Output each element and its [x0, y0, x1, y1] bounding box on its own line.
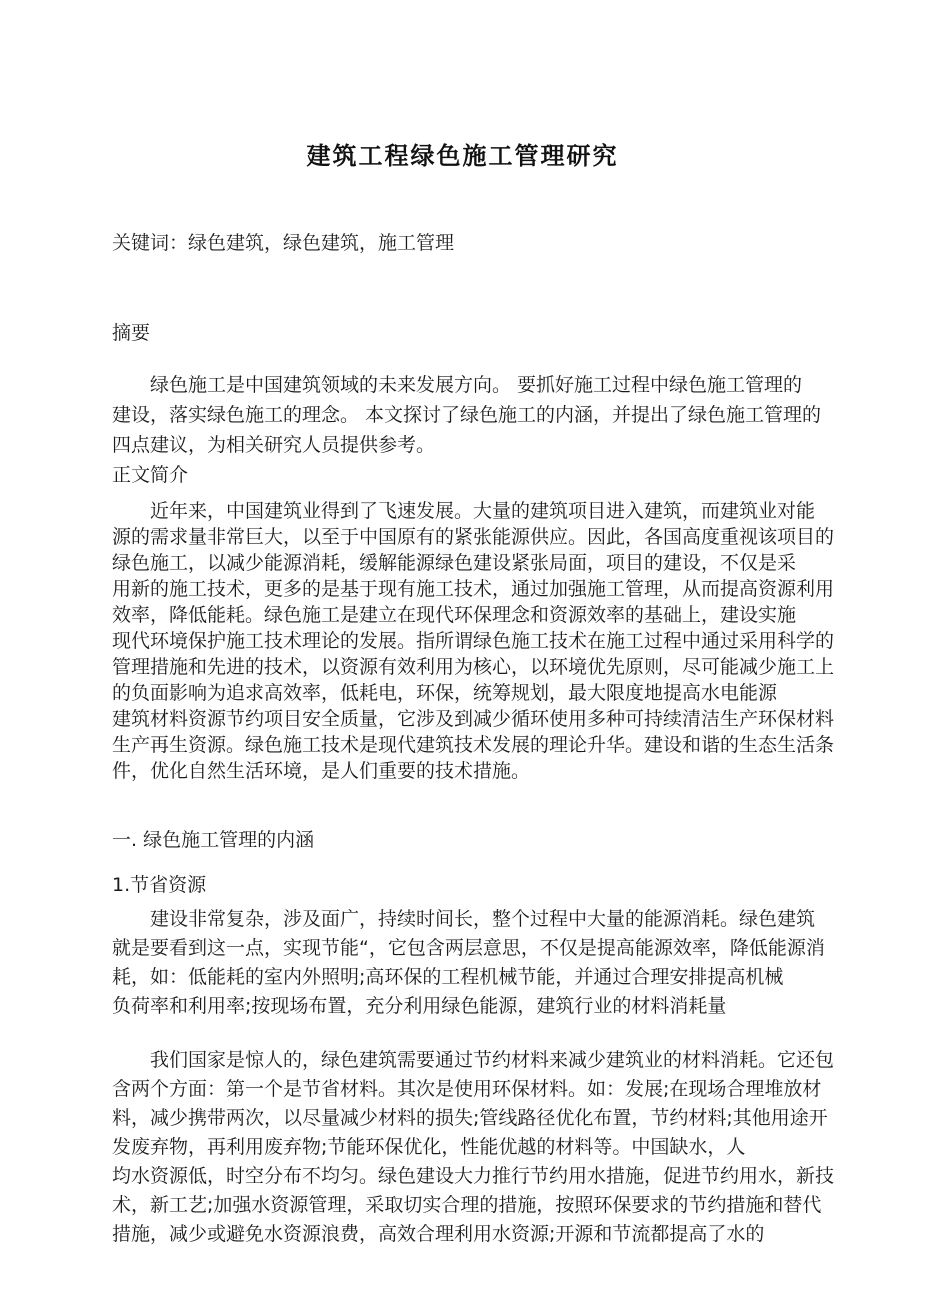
document-title: 建筑工程绿色施工管理研究 [306, 142, 619, 170]
body-line: 均水资源低，时空分布不均匀。绿色建设大力推行节约用水措施，促进节约用水，新技 [112, 1165, 835, 1187]
body-line: 术，新工艺;加强水资源管理，采取切实合理的措施，按照环保要求的节约措施和替代 [112, 1194, 822, 1216]
section1-paragraph-2 [112, 1046, 835, 1249]
body-line: 措施，减少或避免水资源浪费，高效合理利用水资源;开源和节流都提高了水的 [112, 1223, 765, 1245]
abstract-heading: 摘要 [112, 322, 151, 344]
intro-line: 建筑材料资源节约项目安全质量，它涉及到减少循环使用多种可持续清洁生产环保材料 [112, 708, 835, 730]
intro-line: 现代环境保护施工技术理论的发展。指所谓绿色施工技术在施工过程中通过采用科学的 [112, 630, 835, 652]
body-line: 负荷率和利用率;按现场布置，充分利用绿色能源，建筑行业的材料消耗量 [112, 995, 727, 1017]
intro-line: 效率，降低能耗。绿色施工是建立在现代环保理念和资源效率的基础上，建设实施 [112, 604, 797, 626]
intro-line: 件，优化自然生活环境，是人们重要的技术措施。 [112, 760, 531, 782]
intro-line: 近年来，中国建筑业得到了飞速发展。大量的建筑项目进入建筑，而建筑业对能 [150, 500, 816, 522]
abstract-line: 四点建议，为相关研究人员提供参考。 [112, 434, 436, 456]
keywords-line: 关键词：绿色建筑，绿色建筑，施工管理 [112, 232, 455, 254]
section1-paragraph-1 [112, 905, 825, 1021]
intro-line: 生产再生资源。绿色施工技术是现代建筑技术发展的理论升华。建设和谐的生态生活条 [112, 734, 835, 756]
intro-paragraph [112, 498, 835, 784]
intro-line: 的负面影响为追求高效率，低耗电，环保，统筹规划，最大限度地提高水电能源 [112, 682, 778, 704]
intro-line: 管理措施和先进的技术，以资源有效利用为核心，以环境优先原则，尽可能减少施工上 [112, 656, 835, 678]
abstract-paragraph [112, 370, 822, 460]
intro-line: 源的需求量非常巨大，以至于中国原有的紧张能源供应。因此，各国高度重视该项目的 [112, 526, 835, 548]
body-line: 发废弃物，再利用废弃物;节能环保优化，性能优越的材料等。中国缺水，人 [112, 1136, 746, 1158]
body-line: 建设非常复杂，涉及面广，持续时间长，整个过程中大量的能源消耗。绿色建筑 [150, 908, 816, 930]
body-line: 耗，如：低能耗的室内外照明;高环保的工程机械节能，并通过合理安排提高机械 [112, 966, 784, 988]
body-line: 含两个方面：第一个是节省材料。其次是使用环保材料。如：发展;在现场合理堆放材 [112, 1078, 822, 1100]
abstract-line: 建设，落实绿色施工的理念。 本文探讨了绿色施工的内涵，并提出了绿色施工管理的 [112, 404, 822, 426]
body-line: 就是要看到这一点，实现节能“，它包含两层意思，不仅是提高能源效率，降低能源消 [112, 937, 825, 959]
body-line: 我们国家是惊人的，绿色建筑需要通过节约材料来减少建筑业的材料消耗。它还包 [150, 1049, 835, 1071]
abstract-line: 绿色施工是中国建筑领域的未来发展方向。 要抓好施工过程中绿色施工管理的 [150, 374, 803, 396]
intro-line: 绿色施工，以减少能源消耗，缓解能源绿色建设紧张局面，项目的建设，不仅是采 [112, 552, 797, 574]
section1-heading: 一. 绿色施工管理的内涵 [112, 829, 315, 851]
intro-heading: 正文简介 [112, 464, 189, 486]
body-line: 料，减少携带两次，以尽量减少材料的损失;管线路径优化布置，节约材料;其他用途开 [112, 1107, 828, 1129]
section1-subheading: 1.节省资源 [112, 874, 207, 896]
intro-line: 用新的施工技术，更多的是基于现有施工技术，通过加强施工管理，从而提高资源利用 [112, 578, 835, 600]
